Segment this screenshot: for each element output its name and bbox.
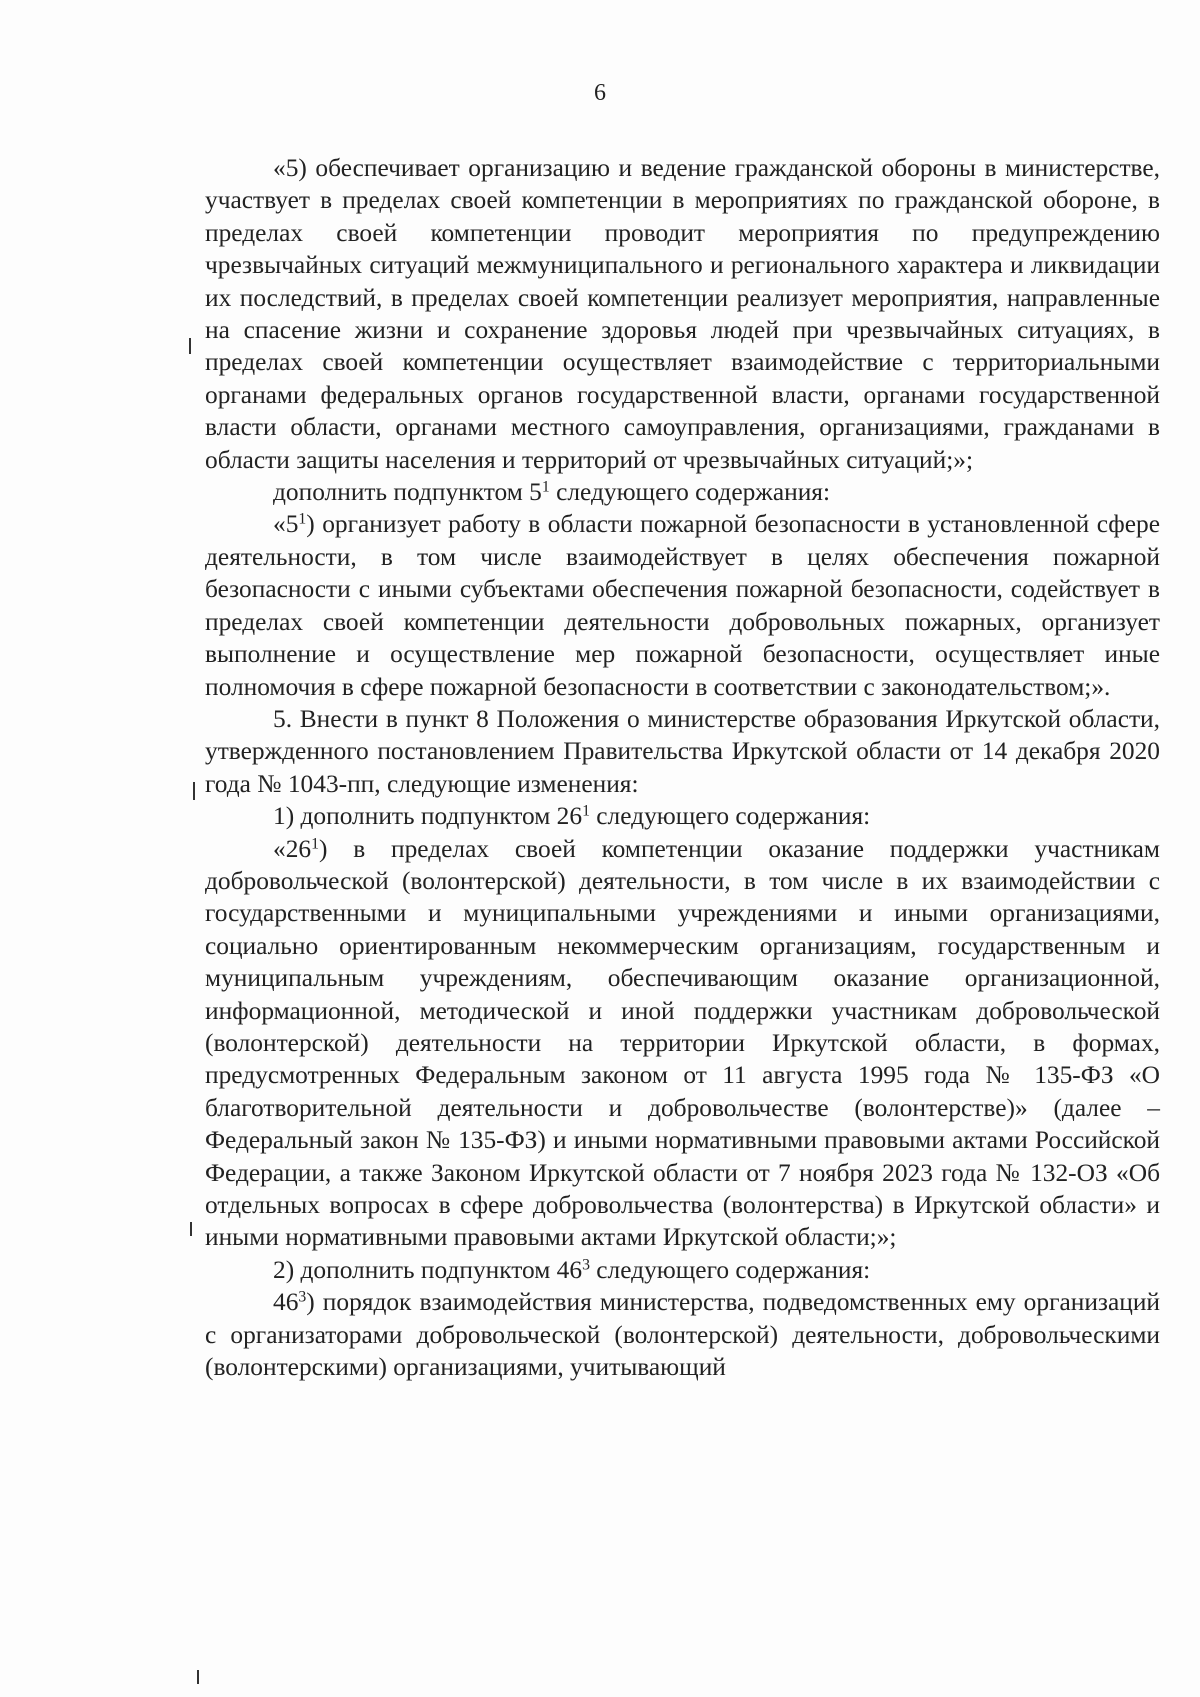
paragraph-point-5: 5. Внести в пункт 8 Положения о министерстве образования Иркутской области, утвержденного постановлением Правительства Иркутской области от 14 декабря 2020 года № 1043-пп, следующие изменения: [205, 704, 1160, 798]
scan-margin-mark [189, 338, 191, 354]
superscript: 1 [311, 834, 319, 852]
paragraph-subpoint-5: «5) обеспечивает организацию и ведение гражданской обороны в министерстве, участвует в пределах своей компетенции в мероприятиях по гражданской обороне, в пределах своей компетенции проводит мероприятия по предупреждению чрезвычайных ситуаций межмуниципального и регионального характера и ликвидации их последствий, в пределах своей компетенции реализует мероприятия, направленные на спасение жизни и сохранение здоровья людей при чрезвычайных ситуациях, в пределах своей компетенции осуществляет взаимодействие с территориальными органами федеральных органов государственной власти, органами государственной власти области, органами местного самоуправления, организациями, гражданами в области защиты населения и территорий от чрезвычайных ситуаций;»; [205, 154, 1160, 474]
superscript: 1 [541, 478, 550, 496]
paragraph-add-subpoint-46-3 [205, 1254, 1160, 1286]
text-run: следующего содержания: [549, 478, 831, 507]
paragraph-subpoint-26-1 [205, 833, 1160, 1254]
scan-margin-mark [190, 1222, 192, 1236]
scan-margin-mark [193, 782, 195, 800]
superscript: 3 [582, 1256, 590, 1274]
text-run: 1) дополнить подпунктом 26 [273, 802, 583, 831]
paragraph-subpoint-5-1 [205, 508, 1160, 702]
text-run: ) организует работу в области пожарной безопасности в установленной сфере деятельности, в том числе взаимодействует в целях обеспечения пожарной безопасности с иными субъектами обеспечения пожарной безопасности, содействует в пределах своей компетенции деятельности добровольных пожарных, организует выполнение и осуществление мер пожарной безопасности, осуществляет иные полномочия в сфере пожарной безопасности в соответствии с законодательством;». [205, 510, 1160, 701]
superscript: 1 [298, 510, 307, 528]
paragraph-add-subpoint-26-1 [205, 800, 1160, 832]
scan-margin-mark [197, 1670, 199, 1684]
text-run: следующего содержания: [589, 802, 871, 831]
text-run: следующего содержания: [589, 1255, 871, 1284]
superscript: 3 [298, 1288, 307, 1306]
paragraph-add-subpoint-5-1 [205, 476, 1160, 508]
text-run: «5 [273, 510, 299, 539]
text-run: 2) дополнить подпунктом 46 [273, 1255, 583, 1284]
page-number: 6 [594, 80, 606, 106]
text-run: 46 [273, 1288, 299, 1317]
paragraph-subpoint-46-3 [205, 1286, 1160, 1383]
text-run: ) в пределах своей компетенции оказание поддержки участникам добровольческой (волонтерской) деятельности, в том числе в их взаимодействии с государственными и муниципальными учреждениями и иными организациями, социально ориентированным некоммерческим организациям, государственным и муниципальным учреждениям, обеспечивающим оказание организационной, информационной, методической и иной поддержки участникам добровольческой (волонтерской) деятельности на территории Иркутской области, в формах, предусмотренных Федеральным законом от 11 августа 1995 года № 135-ФЗ «О благотворительной деятельности и добровольчестве (волонтерстве)» (далее – Федеральный закон № 135-ФЗ) и иными нормативными правовыми актами Российской Федерации, а также Законом Иркутской области от 7 ноября 2023 года № 132-ОЗ «Об отдельных вопросах в сфере добровольчества (волонтерства) в Иркутской области» и иными нормативными правовыми актами Иркутской области;»; [205, 834, 1160, 1252]
text-run: ) порядок взаимодействия министерства, подведомственных ему организаций с организаторами добровольческой (волонтерской) деятельности, добровольческими (волонтерскими) организациями, учитывающий [205, 1288, 1160, 1382]
document-body [205, 152, 1160, 1383]
superscript: 1 [582, 802, 590, 820]
text-run: дополнить подпунктом 5 [273, 478, 542, 507]
text-run: «26 [273, 834, 312, 863]
